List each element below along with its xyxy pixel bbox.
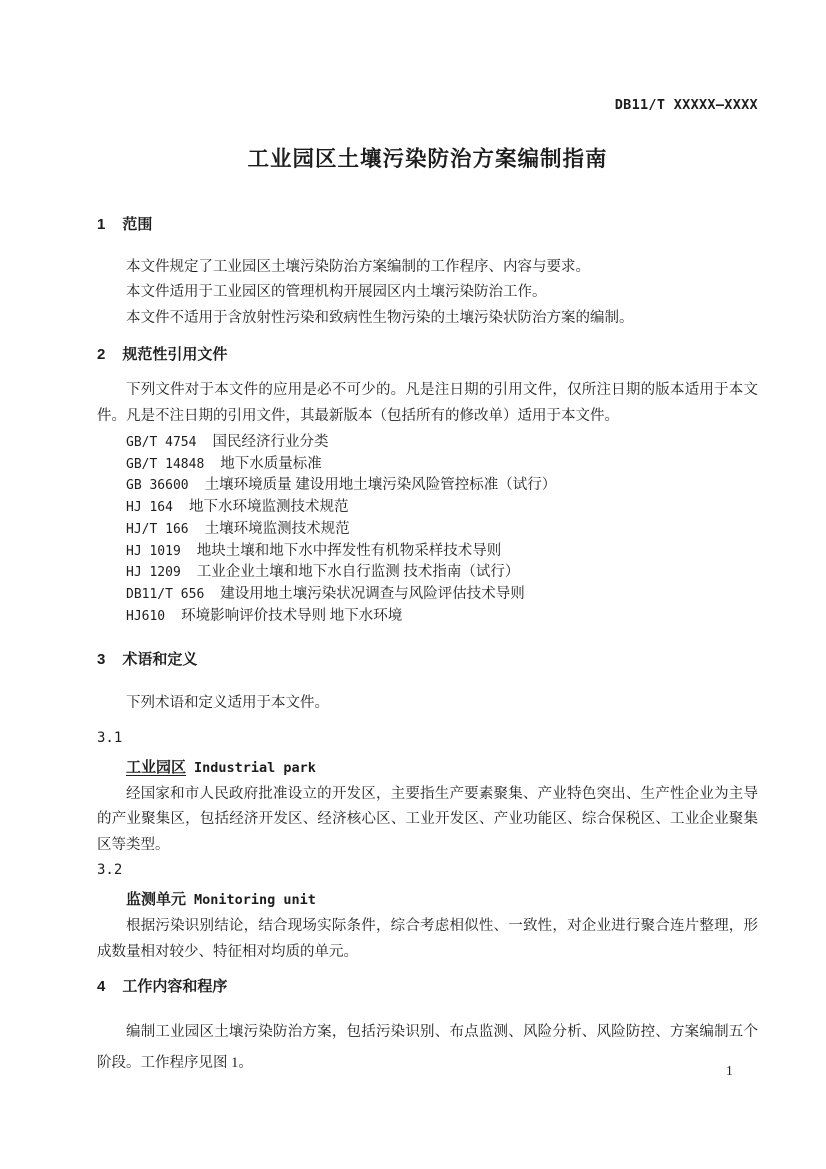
reference-item [97, 475, 758, 497]
term-3-2-line [97, 888, 758, 912]
section-4-paragraph-1: 编制工业园区土壤污染防治方案，包括污染识别、布点监测、风险分析、风险防控、方案编制五个阶段。工作程序见图 1。 [97, 1024, 758, 1072]
section-4-title: 工作内容和程序 [122, 978, 228, 996]
reference-name: 地下水质量标准 [220, 455, 322, 472]
page-number: 1 [726, 1063, 733, 1078]
section-2-heading [97, 345, 758, 365]
reference-item [97, 606, 758, 628]
term-3-1-definition: 经国家和市人民政府批准设立的开发区，主要指生产要素聚集、产业特色突出、生产性企业为主导的产业聚集区，包括经济开发区、经济核心区、工业开发区、产业功能区、综合保税区、工业企业聚集区等类型。 [97, 785, 758, 853]
section-1-title: 范围 [122, 216, 153, 233]
reference-code: DB11/T 656 [126, 586, 205, 602]
section-3-title: 术语和定义 [122, 651, 198, 669]
reference-code: HJ 1209 [126, 565, 181, 581]
section-3-number: 3 [97, 651, 106, 669]
reference-code: GB/T 14848 [126, 456, 205, 472]
term-3-1-english: Industrial park [194, 759, 316, 776]
section-4-number: 4 [97, 978, 106, 996]
reference-code: HJ 164 [126, 500, 173, 516]
term-3-2-english: Monitoring unit [194, 892, 316, 909]
section-2-title: 规范性引用文件 [122, 346, 228, 364]
term-3-1-number: 3.1 [97, 729, 123, 746]
reference-code: HJ/T 166 [126, 521, 189, 537]
section-1-paragraph-1: 本文件规定了工业园区土壤污染防治方案编制的工作程序、内容与要求。 [126, 259, 590, 275]
reference-code: GB/T 4754 [126, 435, 197, 451]
reference-name: 地下水环境监测技术规范 [188, 499, 349, 516]
reference-name: 工业企业土壤和地下水自行监测 技术指南（试行） [196, 564, 520, 581]
section-2-number: 2 [97, 346, 106, 364]
section-1-number: 1 [97, 216, 106, 233]
reference-item [97, 584, 758, 606]
reference-item [97, 541, 758, 563]
section-1-paragraph-3: 本文件不适用于含放射性污染和致病性生物污染的土壤污染状防治方案的编制。 [126, 309, 634, 326]
reference-code: HJ610 [126, 608, 166, 624]
term-3-1-line [97, 756, 758, 780]
reference-item [97, 454, 758, 476]
section-3-intro: 下列术语和定义适用于本文件。 [126, 695, 329, 712]
reference-code: GB 36600 [126, 478, 189, 494]
term-3-1-chinese: 工业园区 [126, 758, 187, 776]
term-3-2-number: 3.2 [97, 862, 123, 879]
reference-code: HJ 1019 [126, 543, 181, 559]
section-4-heading [97, 977, 758, 997]
standard-code: DB11/T XXXXX—XXXX [614, 97, 758, 113]
normative-references-list [97, 432, 758, 627]
reference-name: 环境影响评价技术导则 地下水环境 [181, 607, 403, 624]
term-3-2-chinese: 监测单元 [126, 891, 187, 909]
reference-name: 土壤环境监测技术规范 [204, 520, 350, 537]
section-1-heading [97, 215, 758, 235]
reference-name: 国民经济行业分类 [212, 434, 329, 451]
reference-item [97, 432, 758, 454]
reference-item [97, 519, 758, 541]
section-3-heading [97, 650, 758, 670]
reference-name: 地块土壤和地下水中挥发性有机物采样技术导则 [196, 542, 502, 559]
reference-item [97, 562, 758, 584]
reference-item [97, 497, 758, 519]
section-2-intro: 下列文件对于本文件的应用是必不可少的。凡是注日期的引用文件，仅所注日期的版本适用于本文件。凡是不注日期的引用文件，其最新版本（包括所有的修改单）适用于本文件。 [97, 382, 758, 424]
reference-name: 土壤环境质量 建设用地土壤污染风险管控标准（试行） [204, 477, 557, 494]
reference-name: 建设用地土壤污染状况调查与风险评估技术导则 [220, 585, 525, 602]
section-1-paragraph-2: 本文件适用于工业园区的管理机构开展园区内土壤污染防治工作。 [126, 284, 547, 301]
term-3-2-definition: 根据污染识别结论，结合现场实际条件，综合考虑相似性、一致性，对企业进行聚合连片整理，形成数量相对较少、特征相对均质的单元。 [97, 918, 758, 960]
document-title: 工业园区土壤污染防治方案编制指南 [247, 147, 608, 171]
